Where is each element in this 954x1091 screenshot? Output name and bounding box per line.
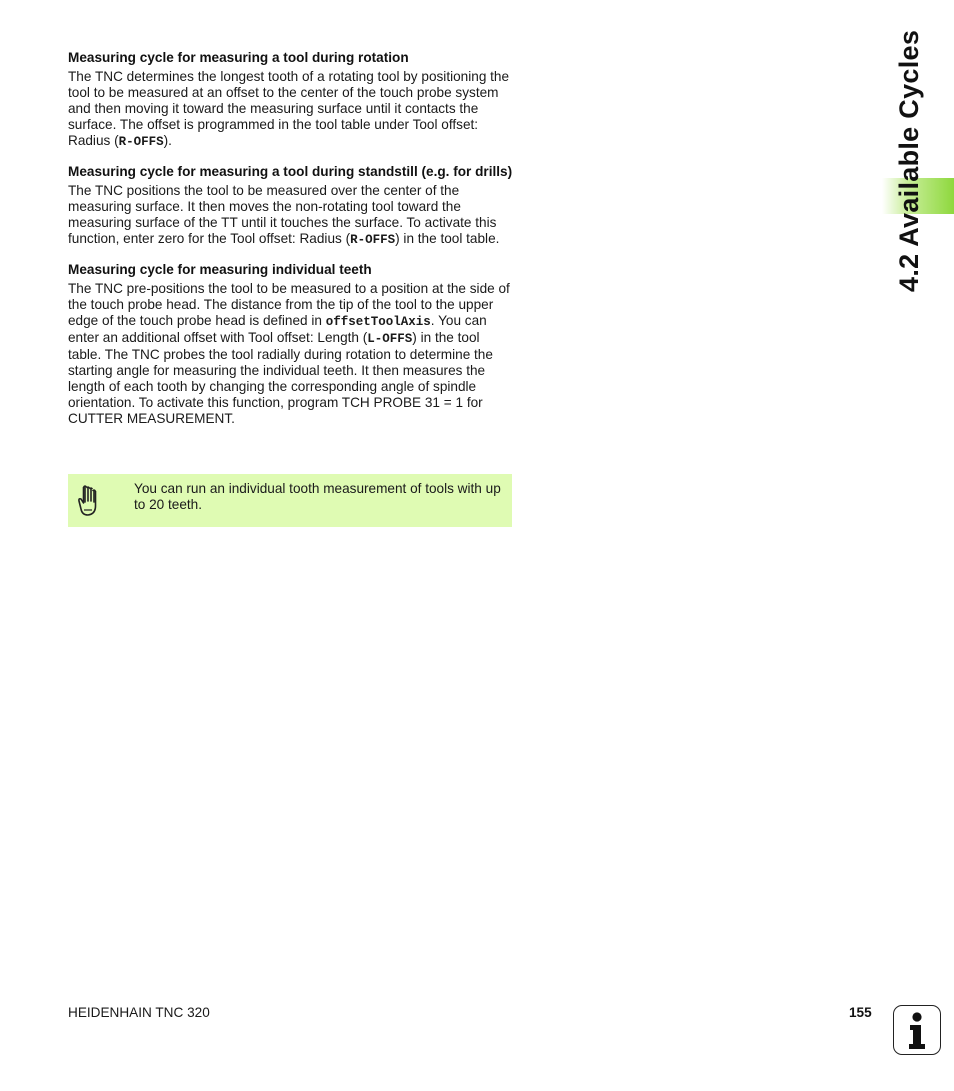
pointing-hand-icon — [76, 484, 102, 518]
section-heading: Measuring cycle for measuring a tool during standstill (e.g. for drills) — [68, 164, 513, 179]
section-body: The TNC pre-positions the tool to be measured to a position at the side of the touch probe head. The distance from the tip of the tool to the upper edge of the touch probe head is defined in offsetToolAxis. You can enter an additional offset with Tool offset: Length (L-OFFS) in the tool table. The TNC probes the tool radially during rotation to determine the starting angle for measuring the individual teeth. It then measures the length of each tooth by changing the corresponding angle of spindle orientation. To activate this function, program TCH PROBE 31 = 1 for CUTTER MEASUREMENT. — [68, 281, 510, 426]
code-offset-tool-axis: offsetToolAxis — [325, 315, 431, 329]
note-box — [68, 474, 512, 527]
code-l-offs: L-OFFS — [367, 332, 413, 346]
code-r-offs: R-OFFS — [350, 233, 396, 247]
code-r-offs: R-OFFS — [118, 135, 164, 149]
section-rotation — [68, 50, 514, 150]
section-heading: Measuring cycle for measuring a tool during rotation — [68, 50, 409, 65]
page-number: 155 — [849, 1005, 872, 1020]
main-content — [68, 50, 514, 441]
info-glyph — [894, 1006, 939, 1053]
section-individual-teeth — [68, 262, 514, 427]
section-heading: Measuring cycle for measuring individual teeth — [68, 262, 372, 277]
chapter-side-title: 4.2 Available Cycles — [894, 29, 924, 292]
section-body: The TNC positions the tool to be measured over the center of the measuring surface. It then moves the non-rotating tool toward the measuring surface of the TT until it touches the surface. To activate this function, enter zero for the Tool offset: Radius (R-OFFS) in the tool table. — [68, 183, 500, 247]
section-body: The TNC determines the longest tooth of a rotating tool by positioning the tool to be measured at an offset to the center of the touch probe system and then moving it toward the measuring surface until it contacts the surface. The offset is programmed in the tool table under Tool offset: Radius (R-OFFS). — [68, 69, 510, 149]
info-icon — [893, 1005, 941, 1055]
section-standstill — [68, 164, 514, 248]
footer-product-name: HEIDENHAIN TNC 320 — [68, 1005, 210, 1020]
note-text: You can run an individual tooth measurement of tools with up to 20 teeth. — [134, 481, 501, 512]
